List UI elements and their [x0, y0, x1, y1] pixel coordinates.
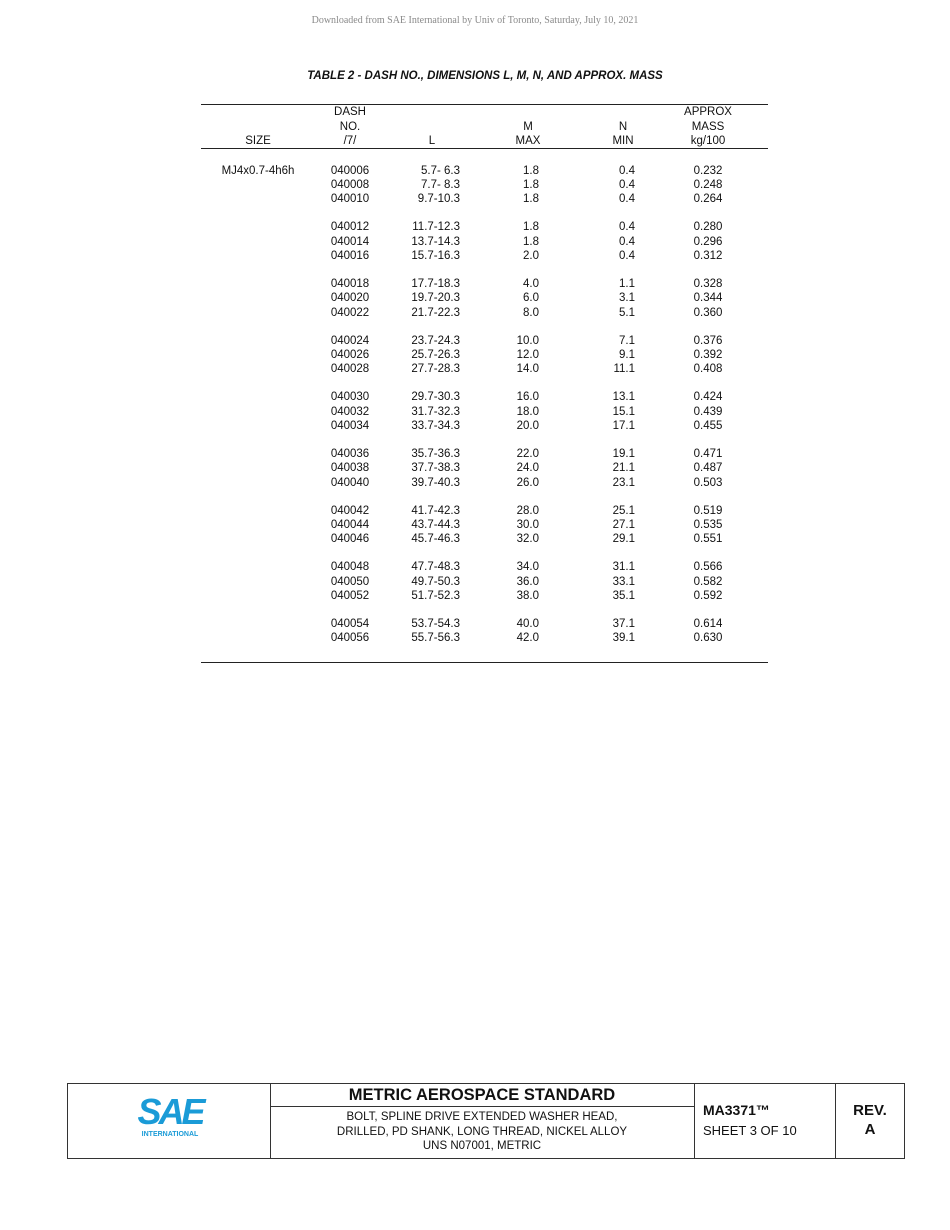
standard-title: METRIC AEROSPACE STANDARD	[270, 1084, 694, 1107]
cell-n: 11.1	[613, 363, 635, 376]
cell-l: 43.7-44.3	[411, 519, 460, 531]
cell-l: 41.7-42.3	[411, 504, 460, 517]
cell-n: 0.4	[619, 193, 635, 206]
cell-n: 29.1	[612, 533, 635, 546]
cell-mass: 0.592	[693, 590, 723, 602]
cell-mass: 0.455	[693, 419, 723, 432]
cell-mass: 0.471	[693, 448, 723, 460]
cell-dash: 040032	[330, 405, 370, 418]
cell-mass: 0.248	[693, 178, 723, 191]
cell-m: 22.0	[516, 448, 539, 460]
cell-mass: 0.264	[693, 193, 723, 206]
cell-n: 0.4	[619, 178, 635, 191]
cell-dash: 040010	[330, 193, 370, 206]
cell-mass: 0.376	[693, 334, 723, 347]
cell-mass: 0.487	[693, 462, 723, 475]
cell-dash: 040020	[330, 292, 370, 305]
cell-m: 1.8	[523, 193, 539, 206]
cell-l: 11.7-12.3	[412, 221, 460, 234]
cell-m: 28.0	[516, 504, 539, 517]
column-header-l: L	[428, 135, 436, 147]
cell-n: 35.1	[612, 590, 635, 602]
column-header-dash: NO.	[339, 120, 361, 133]
cell-n: 37.1	[612, 618, 635, 631]
cell-n: 33.1	[612, 575, 635, 588]
cell-l: 31.7-32.3	[411, 405, 460, 418]
cell-m: 1.8	[523, 221, 539, 234]
cell-mass: 0.360	[693, 306, 723, 319]
cell-mass: 0.439	[693, 405, 723, 418]
logo-text: SAE	[137, 1094, 203, 1132]
cell-dash: 040030	[330, 391, 370, 404]
cell-m: 26.0	[516, 476, 539, 489]
cell-n: 3.1	[619, 292, 635, 305]
cell-dash: 040054	[330, 618, 370, 631]
logo-cell	[68, 1084, 271, 1158]
cell-mass: 0.551	[693, 533, 723, 546]
cell-mass: 0.630	[693, 632, 723, 645]
column-header-m: MAX	[515, 135, 541, 147]
cell-dash: 040034	[330, 419, 370, 432]
cell-dash: 040022	[330, 306, 370, 319]
cell-dash: 040024	[330, 334, 370, 347]
cell-mass: 0.392	[693, 348, 723, 361]
cell-n: 17.1	[612, 419, 635, 432]
cell-mass: 0.519	[693, 504, 723, 517]
document-number-cell	[694, 1084, 836, 1158]
cell-l: 37.7-38.3	[411, 462, 460, 475]
document-number: MA3371™	[703, 1102, 770, 1118]
cell-l: 17.7-18.3	[411, 277, 460, 290]
column-header-size: SIZE	[245, 135, 271, 147]
cell-n: 25.1	[612, 504, 635, 517]
cell-mass: 0.566	[693, 561, 723, 574]
cell-l: 7.7- 8.3	[421, 178, 460, 191]
cell-l: 33.7-34.3	[411, 419, 460, 432]
cell-m: 32.0	[516, 533, 539, 546]
logo-subtext: INTERNATIONAL	[141, 1131, 199, 1138]
cell-dash: 040044	[330, 519, 370, 531]
cell-m: 20.0	[516, 419, 539, 432]
cell-mass: 0.582	[693, 575, 723, 588]
cell-n: 13.1	[612, 391, 635, 404]
cell-l: 5.7- 6.3	[421, 164, 460, 177]
part-description	[270, 1110, 694, 1154]
cell-n: 31.1	[612, 561, 635, 574]
cell-n: 23.1	[612, 476, 635, 489]
table-bottom-rule	[201, 662, 768, 663]
title-cell	[270, 1084, 695, 1158]
cell-m: 1.8	[523, 235, 539, 248]
column-header-dash: /7/	[343, 135, 357, 147]
cell-mass: 0.408	[693, 363, 723, 376]
column-header-mass: MASS	[691, 120, 725, 133]
cell-dash: 040014	[330, 235, 370, 248]
cell-mass: 0.535	[693, 519, 723, 531]
cell-m: 38.0	[516, 590, 539, 602]
sae-logo	[136, 1094, 208, 1140]
cell-l: 9.7-10.3	[417, 193, 460, 206]
cell-m: 8.0	[523, 306, 539, 319]
cell-dash: 040042	[330, 504, 370, 517]
cell-m: 2.0	[523, 249, 539, 262]
cell-l: 27.7-28.3	[411, 363, 460, 376]
cell-m: 18.0	[516, 405, 539, 418]
cell-l: 39.7-40.3	[411, 476, 460, 489]
cell-n: 21.1	[612, 462, 635, 475]
cell-n: 1.1	[619, 277, 635, 290]
cell-m: 30.0	[516, 519, 539, 531]
cell-dash: 040006	[330, 164, 370, 177]
column-header-mass: APPROX	[684, 106, 732, 119]
cell-m: 16.0	[516, 391, 539, 404]
cell-dash: 040040	[330, 476, 370, 489]
cell-l: 49.7-50.3	[411, 575, 460, 588]
cell-n: 39.1	[612, 632, 635, 645]
cell-mass: 0.503	[693, 476, 723, 489]
column-header-m: M	[523, 120, 533, 133]
table-title: TABLE 2 - DASH NO., DIMENSIONS L, M, N, AND APPROX. MASS	[307, 70, 663, 82]
cell-l: 23.7-24.3	[411, 334, 460, 347]
cell-n: 0.4	[619, 235, 635, 248]
cell-n: 19.1	[612, 448, 635, 460]
cell-l: 25.7-26.3	[411, 348, 460, 361]
cell-m: 1.8	[523, 178, 539, 191]
cell-l: 35.7-36.3	[411, 448, 460, 460]
cell-mass: 0.328	[693, 277, 723, 290]
cell-n: 0.4	[619, 221, 635, 234]
cell-mass: 0.232	[693, 164, 723, 177]
column-header-n: MIN	[612, 135, 634, 147]
cell-n: 27.1	[612, 519, 635, 531]
cell-dash: 040012	[330, 221, 370, 234]
cell-mass: 0.424	[693, 391, 723, 404]
column-header-mass: kg/100	[690, 135, 726, 147]
description-line: BOLT, SPLINE DRIVE EXTENDED WASHER HEAD,	[346, 1111, 618, 1123]
cell-dash: 040048	[330, 561, 370, 574]
cell-m: 1.8	[523, 164, 539, 177]
cell-l: 53.7-54.3	[411, 618, 460, 631]
cell-l: 47.7-48.3	[411, 561, 460, 574]
cell-l: 51.7-52.3	[411, 590, 460, 602]
cell-mass: 0.614	[693, 618, 723, 631]
cell-dash: 040018	[330, 277, 370, 290]
download-watermark: Downloaded from SAE International by Univ of Toronto, Saturday, July 10, 2021	[311, 15, 639, 26]
cell-mass: 0.344	[693, 292, 723, 305]
cell-m: 36.0	[516, 575, 539, 588]
cell-m: 14.0	[516, 363, 539, 376]
cell-n: 15.1	[612, 405, 635, 418]
cell-l: 15.7-16.3	[411, 249, 460, 262]
cell-l: 21.7-22.3	[411, 306, 460, 319]
cell-n: 0.4	[619, 249, 635, 262]
cell-dash: 040016	[330, 249, 370, 262]
table-header-rule	[201, 148, 768, 149]
cell-dash: 040008	[330, 178, 370, 191]
cell-n: 9.1	[619, 348, 635, 361]
revision-cell	[835, 1084, 905, 1158]
cell-dash: 040046	[330, 533, 370, 546]
cell-dash: 040052	[330, 590, 370, 602]
size-value: MJ4x0.7-4h6h	[221, 164, 295, 177]
cell-m: 12.0	[516, 348, 539, 361]
cell-l: 29.7-30.3	[411, 391, 460, 404]
cell-l: 19.7-20.3	[411, 292, 460, 305]
cell-l: 45.7-46.3	[411, 533, 460, 546]
sheet-number: SHEET 3 OF 10	[703, 1123, 797, 1138]
cell-mass: 0.296	[693, 235, 723, 248]
cell-dash: 040026	[330, 348, 370, 361]
cell-mass: 0.312	[693, 249, 723, 262]
description-line: UNS N07001, METRIC	[422, 1140, 542, 1152]
column-header-n: N	[618, 120, 628, 133]
revision-value: A	[864, 1121, 876, 1138]
cell-n: 0.4	[619, 164, 635, 177]
cell-m: 4.0	[523, 277, 539, 290]
cell-l: 13.7-14.3	[411, 235, 460, 248]
cell-n: 7.1	[619, 334, 635, 347]
revision-label: REV.	[853, 1102, 887, 1119]
cell-dash: 040028	[330, 363, 370, 376]
cell-m: 10.0	[516, 334, 539, 347]
cell-m: 40.0	[516, 618, 539, 631]
cell-m: 24.0	[516, 462, 539, 475]
cell-dash: 040056	[330, 632, 370, 645]
cell-dash: 040036	[330, 448, 370, 460]
cell-m: 42.0	[516, 632, 539, 645]
title-block	[67, 1083, 905, 1159]
cell-m: 34.0	[516, 561, 539, 574]
cell-dash: 040038	[330, 462, 370, 475]
cell-l: 55.7-56.3	[411, 632, 460, 645]
description-line: DRILLED, PD SHANK, LONG THREAD, NICKEL ALLOY	[336, 1125, 628, 1138]
column-header-dash: DASH	[334, 106, 366, 119]
cell-m: 6.0	[523, 292, 539, 305]
cell-mass: 0.280	[693, 221, 723, 234]
cell-n: 5.1	[619, 306, 635, 319]
cell-dash: 040050	[330, 575, 370, 588]
